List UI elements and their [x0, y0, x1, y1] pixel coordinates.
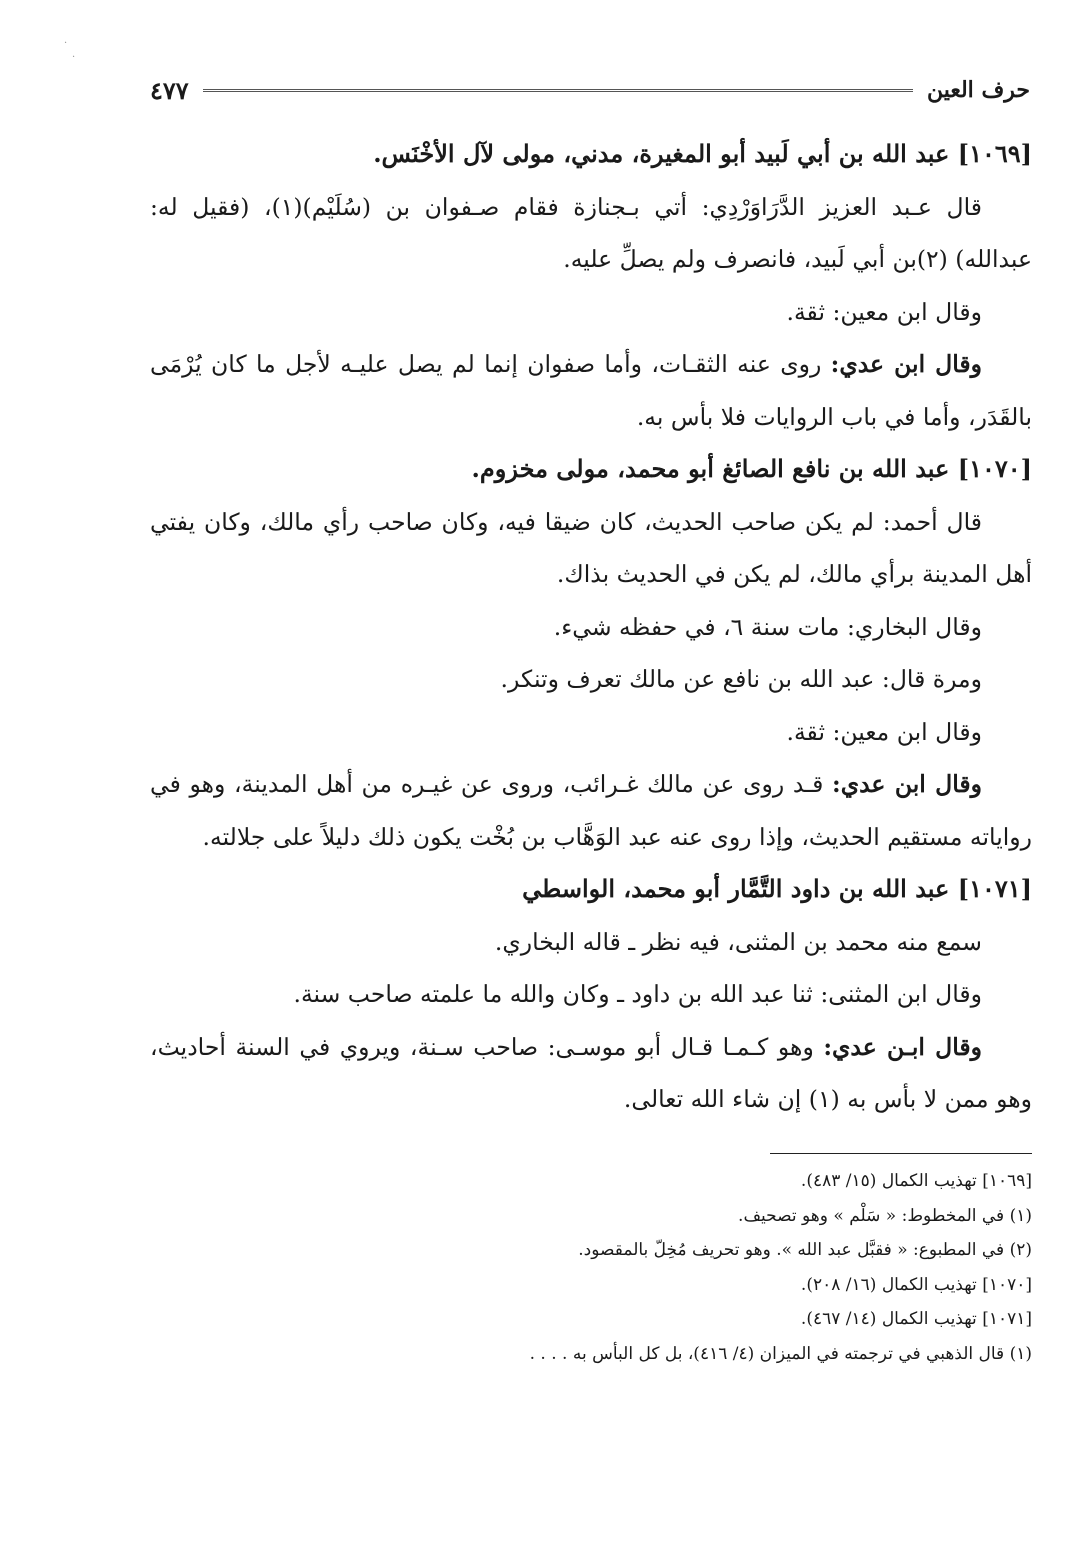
page-number: ٤٧٧	[150, 75, 189, 105]
footnotes	[150, 1164, 1032, 1371]
paragraph	[150, 1021, 1032, 1126]
paragraph	[150, 758, 1032, 863]
footnote: [١٠٦٩] تهذيب الكمال (١٥/ ٤٨٣).	[800, 1171, 1032, 1191]
paragraph: قال أحمد: لم يكن صاحب الحديث، كان ضيقا فيه، وكان صاحب رأي مالك، وكان يفتي أهل المدينة برأي مالك، لم يكن في الحديث بذاك.	[150, 507, 1032, 588]
paragraph: وقال ابن معين: ثقة.	[786, 297, 982, 326]
paragraph: قال عـبد العزيز الدَّرَاوَرْدِي: أتي بـجنازة فقام صـفوان بن (سُلَيْم)(١)، (فقيل له: عبدالله) (٢)بن أبي لَبيد، فانصرف ولم يصلِّ عليه.	[150, 192, 1032, 273]
main-text	[150, 128, 1032, 1126]
speaker-label: وقال ابن عدي:	[830, 350, 982, 378]
paragraph: وقال البخاري: مات سنة ٦، في حفظه شيء.	[553, 612, 982, 641]
page-header	[150, 72, 1030, 108]
scan-mark: ·	[72, 52, 76, 63]
chapter-title: حرف العين	[926, 77, 1030, 103]
paragraph: ومرة قال: عبد الله بن نافع عن مالك تعرف وتنكر.	[500, 665, 982, 693]
entry-title: [١٠٦٩] عبد الله بن أبي لَبيد أبو المغيرة، مدني، مولى لآل الأخْنَس.	[373, 139, 1032, 168]
header-rule	[203, 89, 913, 92]
paragraph-text: قـد روى عن مالك غـرائب، وروى عن غيـره من أهل المدينة، وهو في رواياته مستقيم الحديث، وإذا روى عنه عبد الوَهَّاب بن بُخْت يكون ذلك دليلاً على جلالته.	[150, 770, 1032, 851]
footnote: (٢) في المطبوع: « فقبَّل عبد الله ». وهو تحريف مُخِلّ بالمقصود.	[578, 1240, 1032, 1260]
footnote: (١) قال الذهبي في ترجمته في الميزان (٤/ ٤١٦)، بل كل البأس به . . . .	[529, 1343, 1032, 1364]
paragraph-text: وهو كـمـا قـال أبو موسـى: صاحب سـنة، ويروي في السنة أحاديث، وهو ممن لا بأس به (١) إن شاء الله تعالى.	[150, 1032, 1032, 1113]
scan-mark: ·	[64, 38, 68, 49]
entry-title: [١٠٧٠] عبد الله بن نافع الصائغ أبو محمد، مولى مخزوم.	[471, 454, 1032, 483]
footnote: [١٠٧١] تهذيب الكمال (١٤/ ٤٦٧).	[800, 1309, 1032, 1329]
footnote-divider	[770, 1153, 1032, 1154]
footnote: (١) في المخطوط: « سَلْم » وهو تصحيف.	[738, 1205, 1032, 1226]
paragraph-text: روى عنه الثقـات، وأما صفوان إنما لم يصل عليـه لأجل ما كان يُرْمَى بالقَدَر، وأما في باب الروايات فلا بأس به.	[150, 350, 1032, 431]
paragraph: وقال ابن المثنى: ثنا عبد الله بن داود ـ وكان والله ما علمته صاحب سنة.	[293, 980, 982, 1008]
footnote: [١٠٧٠] تهذيب الكمال (١٦/ ٢٠٨).	[800, 1274, 1032, 1295]
speaker-label: وقال ابـن عدي:	[823, 1032, 982, 1061]
speaker-label: وقال ابن عدي:	[832, 770, 982, 798]
paragraph	[150, 338, 1032, 443]
entry-title: [١٠٧١] عبد الله بن داود التَّمَّار أبو محمد، الواسطي	[522, 874, 1032, 903]
paragraph: سمع منه محمد بن المثنى، فيه نظر ـ قاله البخاري.	[494, 927, 982, 956]
paragraph: وقال ابن معين: ثقة.	[786, 717, 982, 746]
